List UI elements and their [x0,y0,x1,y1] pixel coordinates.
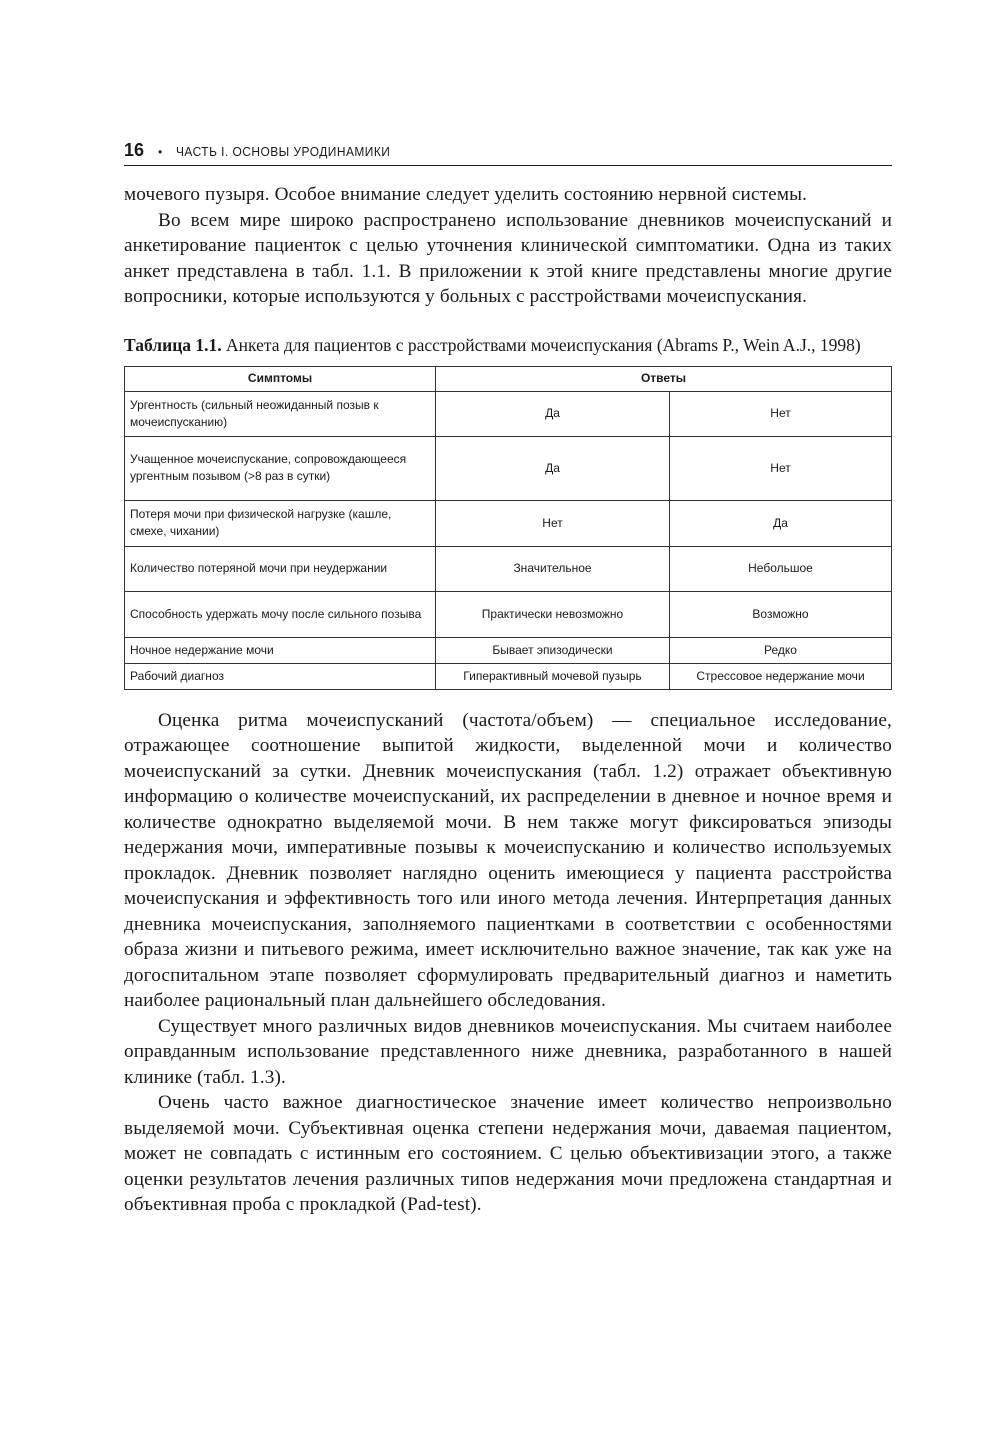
running-head [124,140,892,166]
paragraph-4: Существует много различных видов дневников мочеиспускания. Мы считаем наиболее оправданным использование представленного ниже дневника, разработанного в нашей клинике (табл. 1.3). [124,1015,892,1088]
running-title: ЧАСТЬ I. ОСНОВЫ УРОДИНАМИКИ [176,144,391,159]
answer-a-cell: Гиперактивный мочевой пузырь [436,663,670,689]
symptom-cell: Способность удержать мочу после сильного позыва [125,591,436,637]
answer-b-cell: Возможно [670,591,892,637]
header-answers: Ответы [436,366,892,391]
questionnaire-table [124,366,892,690]
table-row [125,500,892,546]
table-caption-label: Таблица 1.1. [124,334,222,355]
table-caption [124,334,864,356]
answer-b-cell: Да [670,500,892,546]
answer-a-cell: Да [436,436,670,500]
symptom-cell: Рабочий диагноз [125,663,436,689]
symptom-cell: Количество потеряной мочи при неудержании [125,546,436,591]
symptom-cell: Потеря мочи при физической нагрузке (кашле, смехе, чихании) [125,500,436,546]
page-number: 16 [124,140,145,160]
table-row [125,391,892,436]
table-caption-text: Анкета для пациентов с расстройствами мочеиспускания (Abrams P., Wein A.J., 1998) [221,334,861,355]
table-row [125,436,892,500]
table-row [125,637,892,663]
symptom-cell: Учащенное мочеиспускание, сопровождающееся ургентным позывом (>8 раз в сутки) [125,436,436,500]
table-row [125,546,892,591]
answer-b-cell: Стрессовое недержание мочи [670,663,892,689]
symptom-cell: Ургентность (сильный неожиданный позыв к мочеиспусканию) [125,391,436,436]
paragraph-3: Оценка ритма мочеиспусканий (частота/объем) — специальное исследование, отражающее соотношение выпитой жидкости, выделенной мочи и количество мочеиспусканий за сутки. Дневник мочеиспускания (табл. 1.2) отражает объективную информацию о количестве мочеиспусканий, их распределении в дневное и ночное время и количестве однократно выделяемой мочи. В нем также могут фиксироваться эпизоды недержания мочи, императивные позывы к мочеиспусканию и количество используемых прокладок. Дневник позволяет наглядно оценить имеющиеся у пациента расстройства мочеиспускания и эффективность того или иного метода лечения. Интерпретация данных дневника мочеиспускания, заполняемого пациентками в соответствии с особенностями образа жизни и питьевого режима, имеет исключительно важное значение, так как уже на догоспитальном этапе позволяет сформулировать предварительный диагноз и наметить наиболее рациональный план дальнейшего обследования. [124,709,892,1011]
table-row [125,663,892,689]
answer-b-cell: Нет [670,436,892,500]
paragraph-1: мочевого пузыря. Особое внимание следует уделить состоянию нервной системы. [124,184,808,205]
header-symptoms: Симптомы [125,366,436,391]
paragraph-2: Во всем мире широко распространено использование дневников мочеиспусканий и анкетирование пациенток с целью уточнения клинической симптоматики. Одна из таких анкет представлена в табл. 1.1. В приложении к этой книге представлены многие другие вопросники, которые используются у больных с расстройствами мочеиспускания. [124,209,892,307]
answer-a-cell: Да [436,391,670,436]
answer-a-cell: Бывает эпизодически [436,637,670,663]
answer-b-cell: Нет [670,391,892,436]
symptom-cell: Ночное недержание мочи [125,637,436,663]
answer-b-cell: Небольшое [670,546,892,591]
table-header-row [125,366,892,391]
answer-a-cell: Практически невозможно [436,591,670,637]
answer-a-cell: Нет [436,500,670,546]
answer-a-cell: Значительное [436,546,670,591]
bullet-separator: • [158,145,163,159]
paragraph-5: Очень часто важное диагностическое значение имеет количество непроизвольно выделяемой мочи. Субъективная оценка степени недержания мочи, даваемая пациентом, может не совпадать с истинным его состоянием. С целью объективизации этого, а также оценки результатов лечения различных типов недержания мочи предложена стандартная и объективная проба с прокладкой (Pad-test). [124,1092,892,1215]
book-page [124,140,892,1218]
table-row [125,591,892,637]
answer-b-cell: Редко [670,637,892,663]
